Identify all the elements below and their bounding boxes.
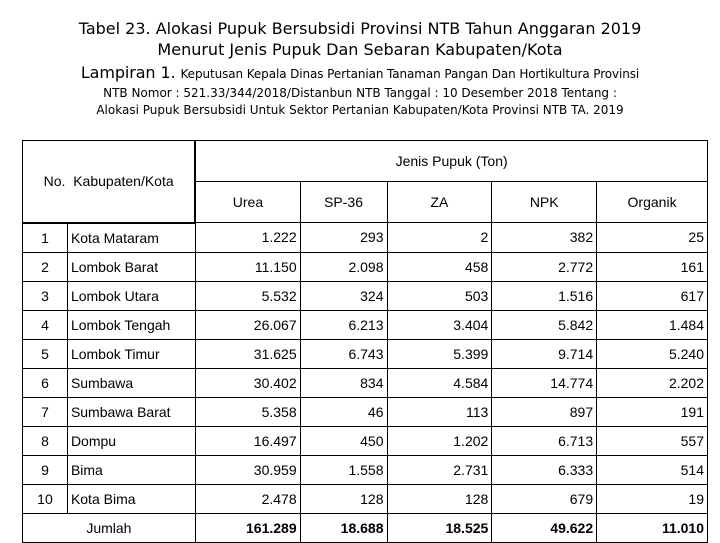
total-label: Jumlah: [23, 513, 196, 542]
row-za: 503: [387, 281, 492, 310]
row-urea: 30.959: [195, 455, 300, 484]
row-urea: 11.150: [195, 252, 300, 281]
row-kabupaten: Lombok Timur: [67, 339, 195, 368]
row-urea: 1.222: [195, 223, 300, 253]
col-za-header: ZA: [387, 182, 492, 223]
row-organik: 25: [597, 223, 708, 253]
row-sp36: 1.558: [300, 455, 387, 484]
row-za: 4.584: [387, 368, 492, 397]
row-urea: 30.402: [195, 368, 300, 397]
row-sp36: 46: [300, 397, 387, 426]
row-sp36: 2.098: [300, 252, 387, 281]
row-urea: 16.497: [195, 426, 300, 455]
row-sp36: 324: [300, 281, 387, 310]
col-sp36-header: SP-36: [300, 182, 387, 223]
row-za: 2.731: [387, 455, 492, 484]
table-row: [23, 310, 708, 339]
row-kabupaten: Sumbawa: [67, 368, 195, 397]
row-kabupaten: Lombok Tengah: [67, 310, 195, 339]
row-npk: 2.772: [492, 252, 597, 281]
row-number: 7: [23, 397, 68, 426]
row-npk: 5.842: [492, 310, 597, 339]
document-header: [0, 0, 720, 118]
row-za: 113: [387, 397, 492, 426]
row-number: 10: [23, 484, 68, 513]
table-row: [23, 223, 708, 253]
row-organik: 557: [597, 426, 708, 455]
row-npk: 1.516: [492, 281, 597, 310]
table-row: [23, 455, 708, 484]
row-number: 9: [23, 455, 68, 484]
row-urea: 26.067: [195, 310, 300, 339]
fertilizer-allocation-table: [22, 140, 708, 543]
row-kabupaten: Bima: [67, 455, 195, 484]
total-sp36: 18.688: [300, 513, 387, 542]
row-organik: 5.240: [597, 339, 708, 368]
row-urea: 31.625: [195, 339, 300, 368]
table-row: [23, 426, 708, 455]
row-number: 6: [23, 368, 68, 397]
row-organik: 191: [597, 397, 708, 426]
lampiran-text: Keputusan Kepala Dinas Pertanian Tanaman Pangan Dan Hortikultura Provinsi: [180, 66, 640, 81]
row-npk: 9.714: [492, 339, 597, 368]
row-za: 128: [387, 484, 492, 513]
row-urea: 2.478: [195, 484, 300, 513]
row-organik: 2.202: [597, 368, 708, 397]
table-row: [23, 397, 708, 426]
lampiran-label: Lampiran 1.: [80, 62, 176, 82]
row-npk: 897: [492, 397, 597, 426]
col-kabupaten-header: Kabupaten/Kota: [73, 173, 174, 190]
row-npk: 382: [492, 223, 597, 253]
col-no-header: No.: [43, 173, 66, 190]
col-urea-header: Urea: [195, 182, 300, 223]
table-title: Tabel 23. Alokasi Pupuk Bersubsidi Provinsi NTB Tahun Anggaran 2019: [78, 19, 642, 38]
table-row: [23, 368, 708, 397]
header-no-kabupaten: [23, 141, 196, 223]
row-organik: 19: [597, 484, 708, 513]
row-npk: 679: [492, 484, 597, 513]
row-number: 8: [23, 426, 68, 455]
row-organik: 514: [597, 455, 708, 484]
total-npk: 49.622: [492, 513, 597, 542]
fertilizer-group-header: Jenis Pupuk (Ton): [195, 141, 707, 182]
decree-subject-line: Alokasi Pupuk Bersubsidi Untuk Sektor Pertanian Kabupaten/Kota Provinsi NTB TA. 2019: [96, 102, 624, 117]
table-row: [23, 252, 708, 281]
row-number: 4: [23, 310, 68, 339]
row-npk: 6.333: [492, 455, 597, 484]
table-subtitle: Menurut Jenis Pupuk Dan Sebaran Kabupaten/Kota: [157, 40, 563, 60]
row-kabupaten: Sumbawa Barat: [67, 397, 195, 426]
row-organik: 161: [597, 252, 708, 281]
row-kabupaten: Lombok Barat: [67, 252, 195, 281]
decree-number-line: NTB Nomor : 521.33/344/2018/Distanbun NTB Tanggal : 10 Desember 2018 Tentang :: [103, 86, 617, 101]
row-sp36: 834: [300, 368, 387, 397]
row-organik: 617: [597, 281, 708, 310]
row-kabupaten: Dompu: [67, 426, 195, 455]
row-za: 458: [387, 252, 492, 281]
table-row: [23, 339, 708, 368]
col-organik-header: Organik: [597, 182, 708, 223]
row-za: 2: [387, 223, 492, 253]
row-number: 5: [23, 339, 68, 368]
total-za: 18.525: [387, 513, 492, 542]
col-npk-header: NPK: [492, 182, 597, 223]
row-kabupaten: Kota Bima: [67, 484, 195, 513]
total-row: [23, 513, 708, 542]
row-sp36: 6.743: [300, 339, 387, 368]
row-number: 2: [23, 252, 68, 281]
table-row: [23, 484, 708, 513]
row-urea: 5.358: [195, 397, 300, 426]
row-sp36: 6.213: [300, 310, 387, 339]
total-organik: 11.010: [597, 513, 708, 542]
lampiran-line: [0, 64, 720, 82]
table-row: [23, 281, 708, 310]
row-sp36: 128: [300, 484, 387, 513]
row-npk: 6.713: [492, 426, 597, 455]
row-number: 3: [23, 281, 68, 310]
row-kabupaten: Lombok Utara: [67, 281, 195, 310]
row-sp36: 293: [300, 223, 387, 253]
row-number: 1: [23, 223, 68, 253]
row-za: 1.202: [387, 426, 492, 455]
row-sp36: 450: [300, 426, 387, 455]
total-urea: 161.289: [195, 513, 300, 542]
row-urea: 5.532: [195, 281, 300, 310]
row-kabupaten: Kota Mataram: [67, 223, 195, 253]
row-za: 3.404: [387, 310, 492, 339]
row-organik: 1.484: [597, 310, 708, 339]
row-za: 5.399: [387, 339, 492, 368]
row-npk: 14.774: [492, 368, 597, 397]
